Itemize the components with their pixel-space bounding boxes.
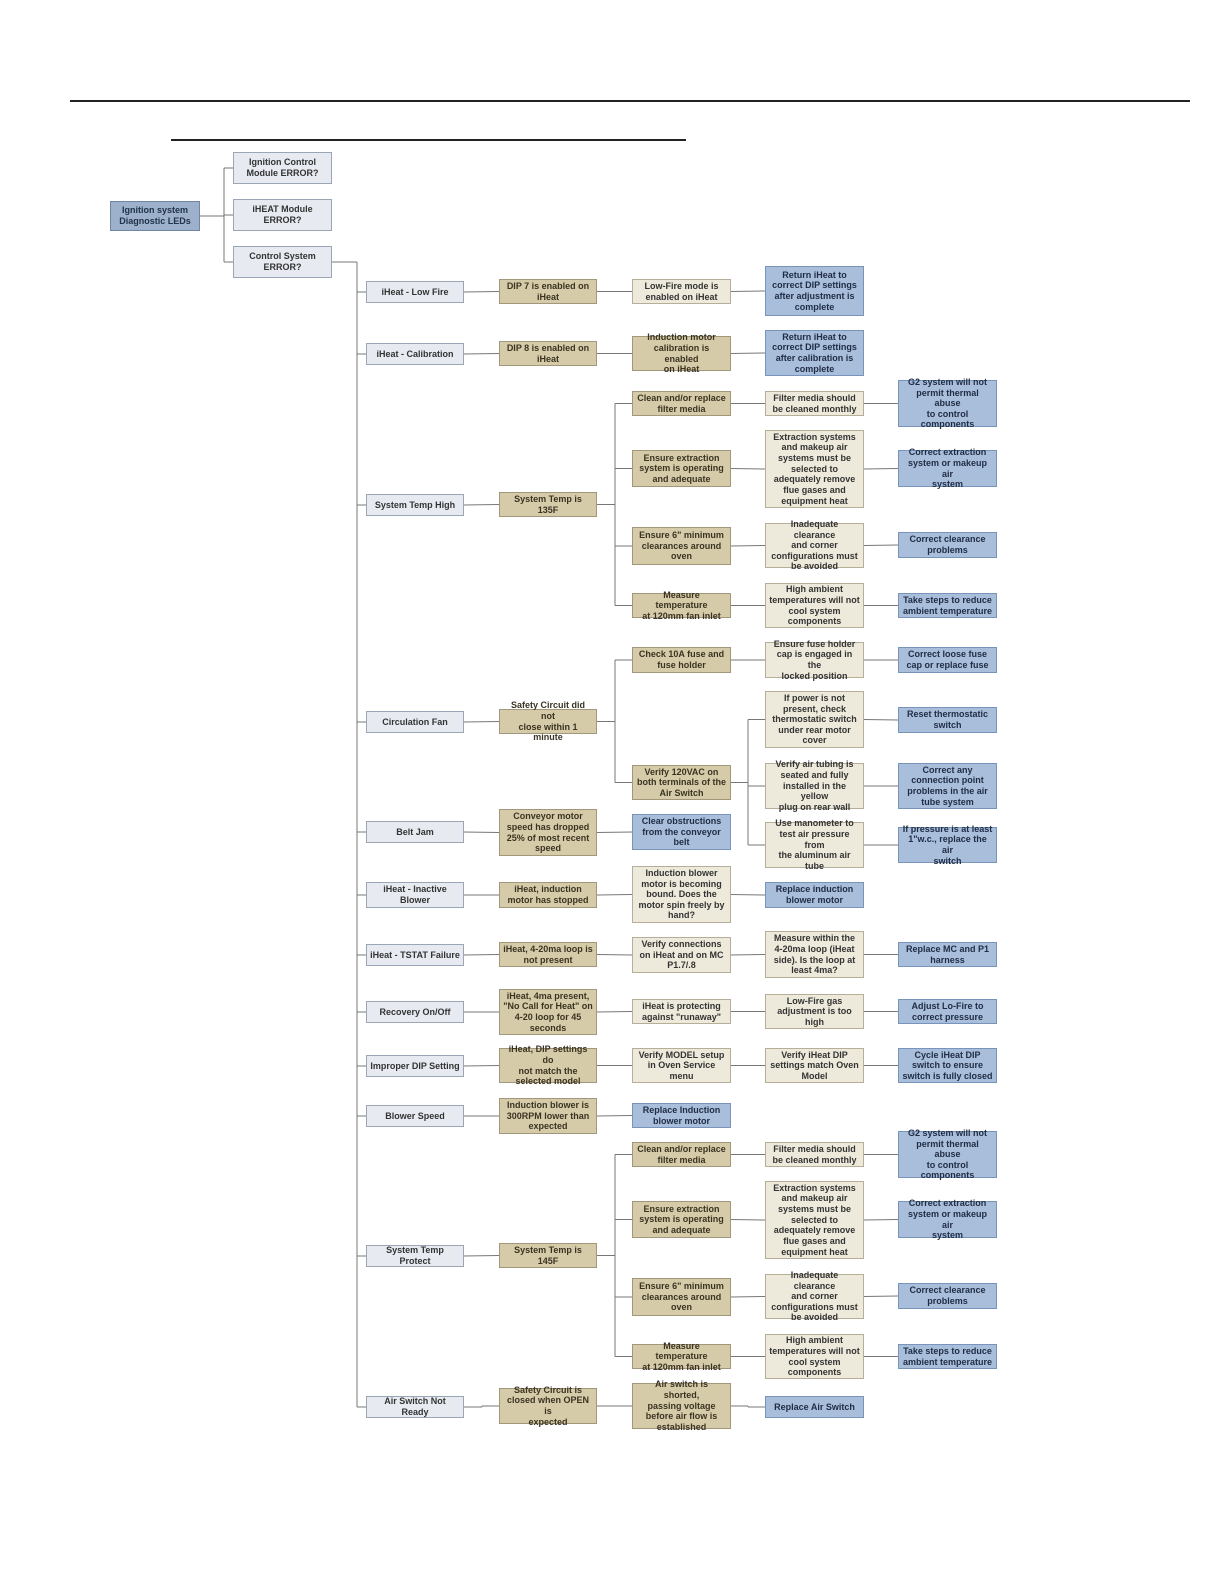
node-ts: iHeat - TSTAT Failure	[366, 944, 464, 966]
node-lf1: DIP 7 is enabled on iHeat	[499, 279, 597, 304]
node-stpB: Ensure extraction system is operating and adequate	[632, 1201, 731, 1238]
connector	[731, 1220, 765, 1221]
node-bs2: Replace Induction blower motor	[632, 1103, 731, 1128]
node-cal1: DIP 8 is enabled on iHeat	[499, 341, 597, 366]
node-ib2: Induction blower motor is becoming bound. Does the motor spin freely by hand?	[632, 866, 731, 923]
node-ctl: Control System ERROR?	[233, 246, 332, 278]
node-cfB3b: If pressure is at least 1"w.c., replace the air switch	[898, 827, 997, 863]
node-sthC2: Inadequate clearance and corner configurations must be avoided	[765, 523, 864, 568]
connector	[731, 469, 765, 470]
node-ts4: Replace MC and P1 harness	[898, 942, 997, 967]
connector	[864, 1220, 898, 1221]
node-stpB2: Extraction systems and makeup air systems must be selected to adequately remove flue gases and equipment heat	[765, 1181, 864, 1259]
connector	[597, 1116, 632, 1117]
node-ids4: Cycle iHeat DIP switch to ensure switch is fully closed	[898, 1048, 997, 1083]
node-sthC: Ensure 6" minimum clearances around oven	[632, 527, 731, 565]
node-bj1: Conveyor motor speed has dropped 25% of most recent speed	[499, 809, 597, 856]
node-stp1: System Temp is 145F	[499, 1243, 597, 1268]
node-sth1: System Temp is 135F	[499, 492, 597, 517]
node-ro1: iHeat, 4ma present, "No Call for Heat" on 4-20 loop for 45 seconds	[499, 989, 597, 1035]
node-cal3: Return iHeat to correct DIP settings after calibration is complete	[765, 330, 864, 376]
node-bj2: Clear obstructions from the conveyor belt	[632, 814, 731, 850]
node-ids1: iHeat, DIP settings do not match the selected model	[499, 1048, 597, 1083]
connector	[731, 1297, 765, 1298]
node-stpC3: Correct clearance problems	[898, 1283, 997, 1309]
node-cal: iHeat - Calibration	[366, 343, 464, 365]
node-sthD3: Take steps to reduce ambient temperature	[898, 593, 997, 618]
node-ro4: Adjust Lo-Fire to correct pressure	[898, 999, 997, 1024]
node-ihm: iHEAT Module ERROR?	[233, 199, 332, 231]
connector	[864, 1296, 898, 1297]
node-stpB3: Correct extraction system or makeup air system	[898, 1201, 997, 1238]
connector	[464, 1256, 499, 1257]
node-asn: Air Switch Not Ready	[366, 1396, 464, 1418]
node-sthA2: Filter media should be cleaned monthly	[765, 391, 864, 416]
connector	[597, 832, 632, 833]
node-lf3: Return iHeat to correct DIP settings after adjustment is complete	[765, 266, 864, 316]
node-stp: System Temp Protect	[366, 1245, 464, 1267]
node-cf: Circulation Fan	[366, 711, 464, 733]
node-ts3: Measure within the 4-20ma loop (iHeat side). Is the loop at least 4ma?	[765, 931, 864, 978]
node-cfB2b: Correct any connection point problems in the air tube system	[898, 763, 997, 809]
node-cf1: Safety Circuit did not close within 1 minute	[499, 709, 597, 734]
node-stpC2: Inadequate clearance and corner configurations must be avoided	[765, 1274, 864, 1319]
node-ro3: Low-Fire gas adjustment is too high	[765, 994, 864, 1029]
node-cfB3: Use manometer to test air pressure from the aluminum air tube	[765, 822, 864, 868]
node-asn3: Replace Air Switch	[765, 1396, 864, 1418]
node-lf2: Low-Fire mode is enabled on iHeat	[632, 279, 731, 304]
node-cfB2: Verify air tubing is seated and fully installed in the yellow plug on rear wall	[765, 763, 864, 809]
node-ts1: iHeat, 4-20ma loop is not present	[499, 942, 597, 967]
node-asn1: Safety Circuit is closed when OPEN is expected	[499, 1388, 597, 1424]
node-sthB2: Extraction systems and makeup air systems must be selected to adequately remove flue gases and equipment heat	[765, 430, 864, 508]
node-root: Ignition system Diagnostic LEDs	[110, 201, 200, 231]
connector	[731, 291, 765, 292]
node-cfB1: If power is not present, check thermostatic switch under rear motor cover	[765, 691, 864, 748]
node-bs1: Induction blower is 300RPM lower than expected	[499, 1098, 597, 1134]
connector	[864, 545, 898, 546]
node-ids: Improper DIP Setting	[366, 1055, 464, 1077]
node-bj: Belt Jam	[366, 821, 464, 843]
node-lf: iHeat - Low Fire	[366, 281, 464, 303]
node-stpC: Ensure 6" minimum clearances around oven	[632, 1278, 731, 1316]
connector	[464, 955, 499, 956]
node-ts2: Verify connections on iHeat and on MC P1.7/.8	[632, 937, 731, 973]
node-sthD2: High ambient temperatures will not cool system components	[765, 583, 864, 628]
node-ids3: Verify iHeat DIP settings match Oven Model	[765, 1048, 864, 1083]
connector	[864, 469, 898, 470]
connector	[731, 546, 765, 547]
connector	[597, 1012, 632, 1013]
node-sthB: Ensure extraction system is operating and adequate	[632, 450, 731, 487]
node-bs: Blower Speed	[366, 1105, 464, 1127]
connector	[731, 353, 765, 354]
node-sthA: Clean and/or replace filter media	[632, 391, 731, 416]
node-cfA3: Correct loose fuse cap or replace fuse	[898, 647, 997, 673]
connector	[464, 354, 499, 355]
node-cfB1b: Reset thermostatic switch	[898, 707, 997, 733]
node-ib3: Replace induction blower motor	[765, 882, 864, 908]
node-sthB3: Correct extraction system or makeup air system	[898, 450, 997, 487]
node-stpA: Clean and/or replace filter media	[632, 1142, 731, 1167]
node-sthA3: G2 system will not permit thermal abuse to control components	[898, 380, 997, 427]
node-stpA3: G2 system will not permit thermal abuse to control components	[898, 1131, 997, 1178]
node-cfB: Verify 120VAC on both terminals of the Air Switch	[632, 765, 731, 800]
node-stpD3: Take steps to reduce ambient temperature	[898, 1344, 997, 1369]
node-ib: iHeat - Inactive Blower	[366, 882, 464, 908]
node-cfA2: Ensure fuse holder cap is engaged in the locked position	[765, 642, 864, 678]
node-stpD: Measure temperature at 120mm fan inlet	[632, 1344, 731, 1369]
node-stpA2: Filter media should be cleaned monthly	[765, 1142, 864, 1167]
connector	[464, 832, 499, 833]
connector	[464, 292, 499, 293]
connector	[731, 955, 765, 956]
node-cfA: Check 10A fuse and fuse holder	[632, 647, 731, 673]
node-ids2: Verify MODEL setup in Oven Service menu	[632, 1048, 731, 1083]
connector	[597, 895, 632, 896]
node-sthD: Measure temperature at 120mm fan inlet	[632, 593, 731, 618]
connector	[864, 720, 898, 721]
connector	[597, 955, 632, 956]
connector	[464, 722, 499, 723]
node-ro2: iHeat is protecting against "runaway"	[632, 999, 731, 1024]
node-icm: Ignition Control Module ERROR?	[233, 152, 332, 184]
node-sthC3: Correct clearance problems	[898, 532, 997, 558]
node-ro: Recovery On/Off	[366, 1001, 464, 1023]
node-sth: System Temp High	[366, 494, 464, 516]
node-stpD2: High ambient temperatures will not cool system components	[765, 1334, 864, 1379]
node-asn2: Air switch is shorted, passing voltage before air flow is established	[632, 1383, 731, 1429]
node-ib1: iHeat, induction motor has stopped	[499, 882, 597, 908]
connector	[464, 505, 499, 506]
connector	[464, 1066, 499, 1067]
node-cal2: Induction motor calibration is enabled on iHeat	[632, 336, 731, 371]
connector	[731, 895, 765, 896]
